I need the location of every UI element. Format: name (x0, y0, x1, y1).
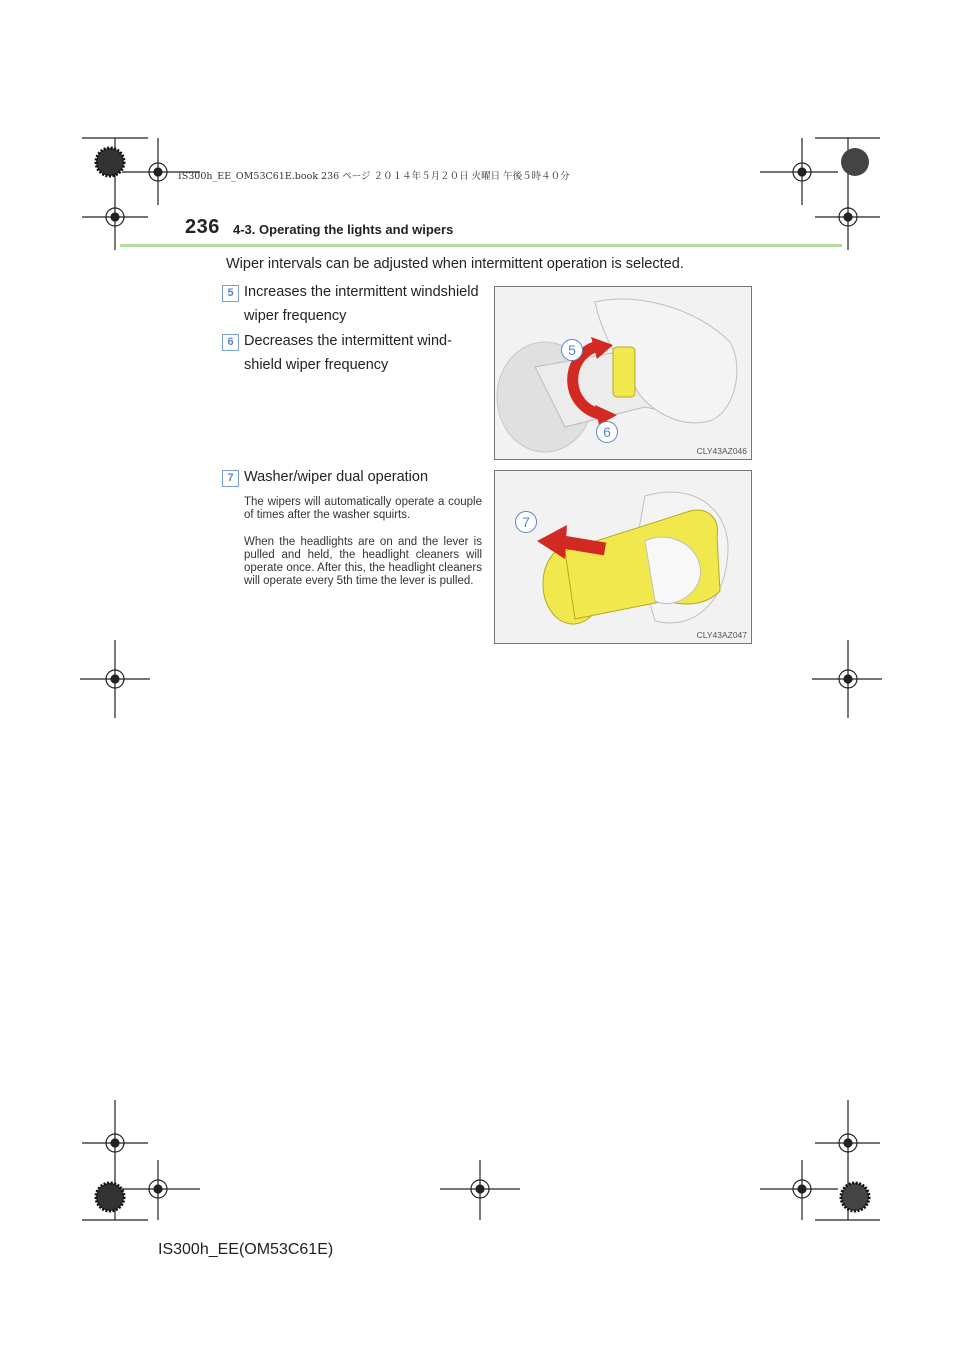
item-number-badge: 6 (222, 334, 239, 351)
callout-7: 7 (515, 511, 537, 533)
file-stamp: IS300h_EE_OM53C61E.book 236 ページ ２０１４年５月２０日 火曜日 午後５時４０分 (178, 171, 570, 182)
item-text (244, 280, 482, 328)
footer-model: IS300h_EE(OM53C61E) (158, 1241, 334, 1258)
wiper-lever-illustration (495, 287, 751, 459)
registration-disk-icon (841, 148, 869, 176)
item-text: Washer/wiper dual operation (244, 469, 429, 485)
page-number: 236 (185, 216, 220, 238)
registration-disk-icon (96, 1183, 124, 1211)
figure-code: CLY43AZ046 (696, 446, 747, 456)
crosshair-icon (760, 138, 838, 205)
crosshair-icon (760, 1160, 838, 1220)
item-note: When the headlights are on and the lever is pulled and held, the headlight cleaners will operate once. After this, the headlight cleaners will operate every 5th time the lever is pulled. (244, 536, 482, 587)
callout-5: 5 (561, 339, 583, 361)
crosshair-icon (80, 640, 150, 718)
washer-lever-illustration (495, 471, 751, 643)
item-line: shield wiper frequency (244, 357, 389, 373)
figure-code: CLY43AZ047 (696, 630, 747, 640)
item-line: Decreases the intermittent wind- (244, 333, 452, 349)
intro-text: Wiper intervals can be adjusted when intermittent operation is selected. (226, 256, 684, 272)
figure-washer-operation (494, 470, 752, 644)
callout-6: 6 (596, 421, 618, 443)
crosshair-icon (812, 640, 882, 718)
item-number-badge: 5 (222, 285, 239, 302)
registration-disk-icon (841, 1183, 869, 1211)
item-note: The wipers will automatically operate a couple of times after the washer squirts. (244, 496, 482, 521)
crosshair-icon (440, 1160, 520, 1220)
header-rule (120, 244, 842, 247)
crosshair-icon (122, 1160, 200, 1220)
item-line: wiper frequency (244, 308, 347, 324)
item-line: Increases the intermittent windshield (244, 284, 479, 300)
registration-disk-icon (96, 148, 124, 176)
figure-wiper-frequency (494, 286, 752, 460)
item-text (244, 329, 482, 377)
item-number-badge: 7 (222, 470, 239, 487)
section-title: 4-3. Operating the lights and wipers (233, 222, 454, 237)
